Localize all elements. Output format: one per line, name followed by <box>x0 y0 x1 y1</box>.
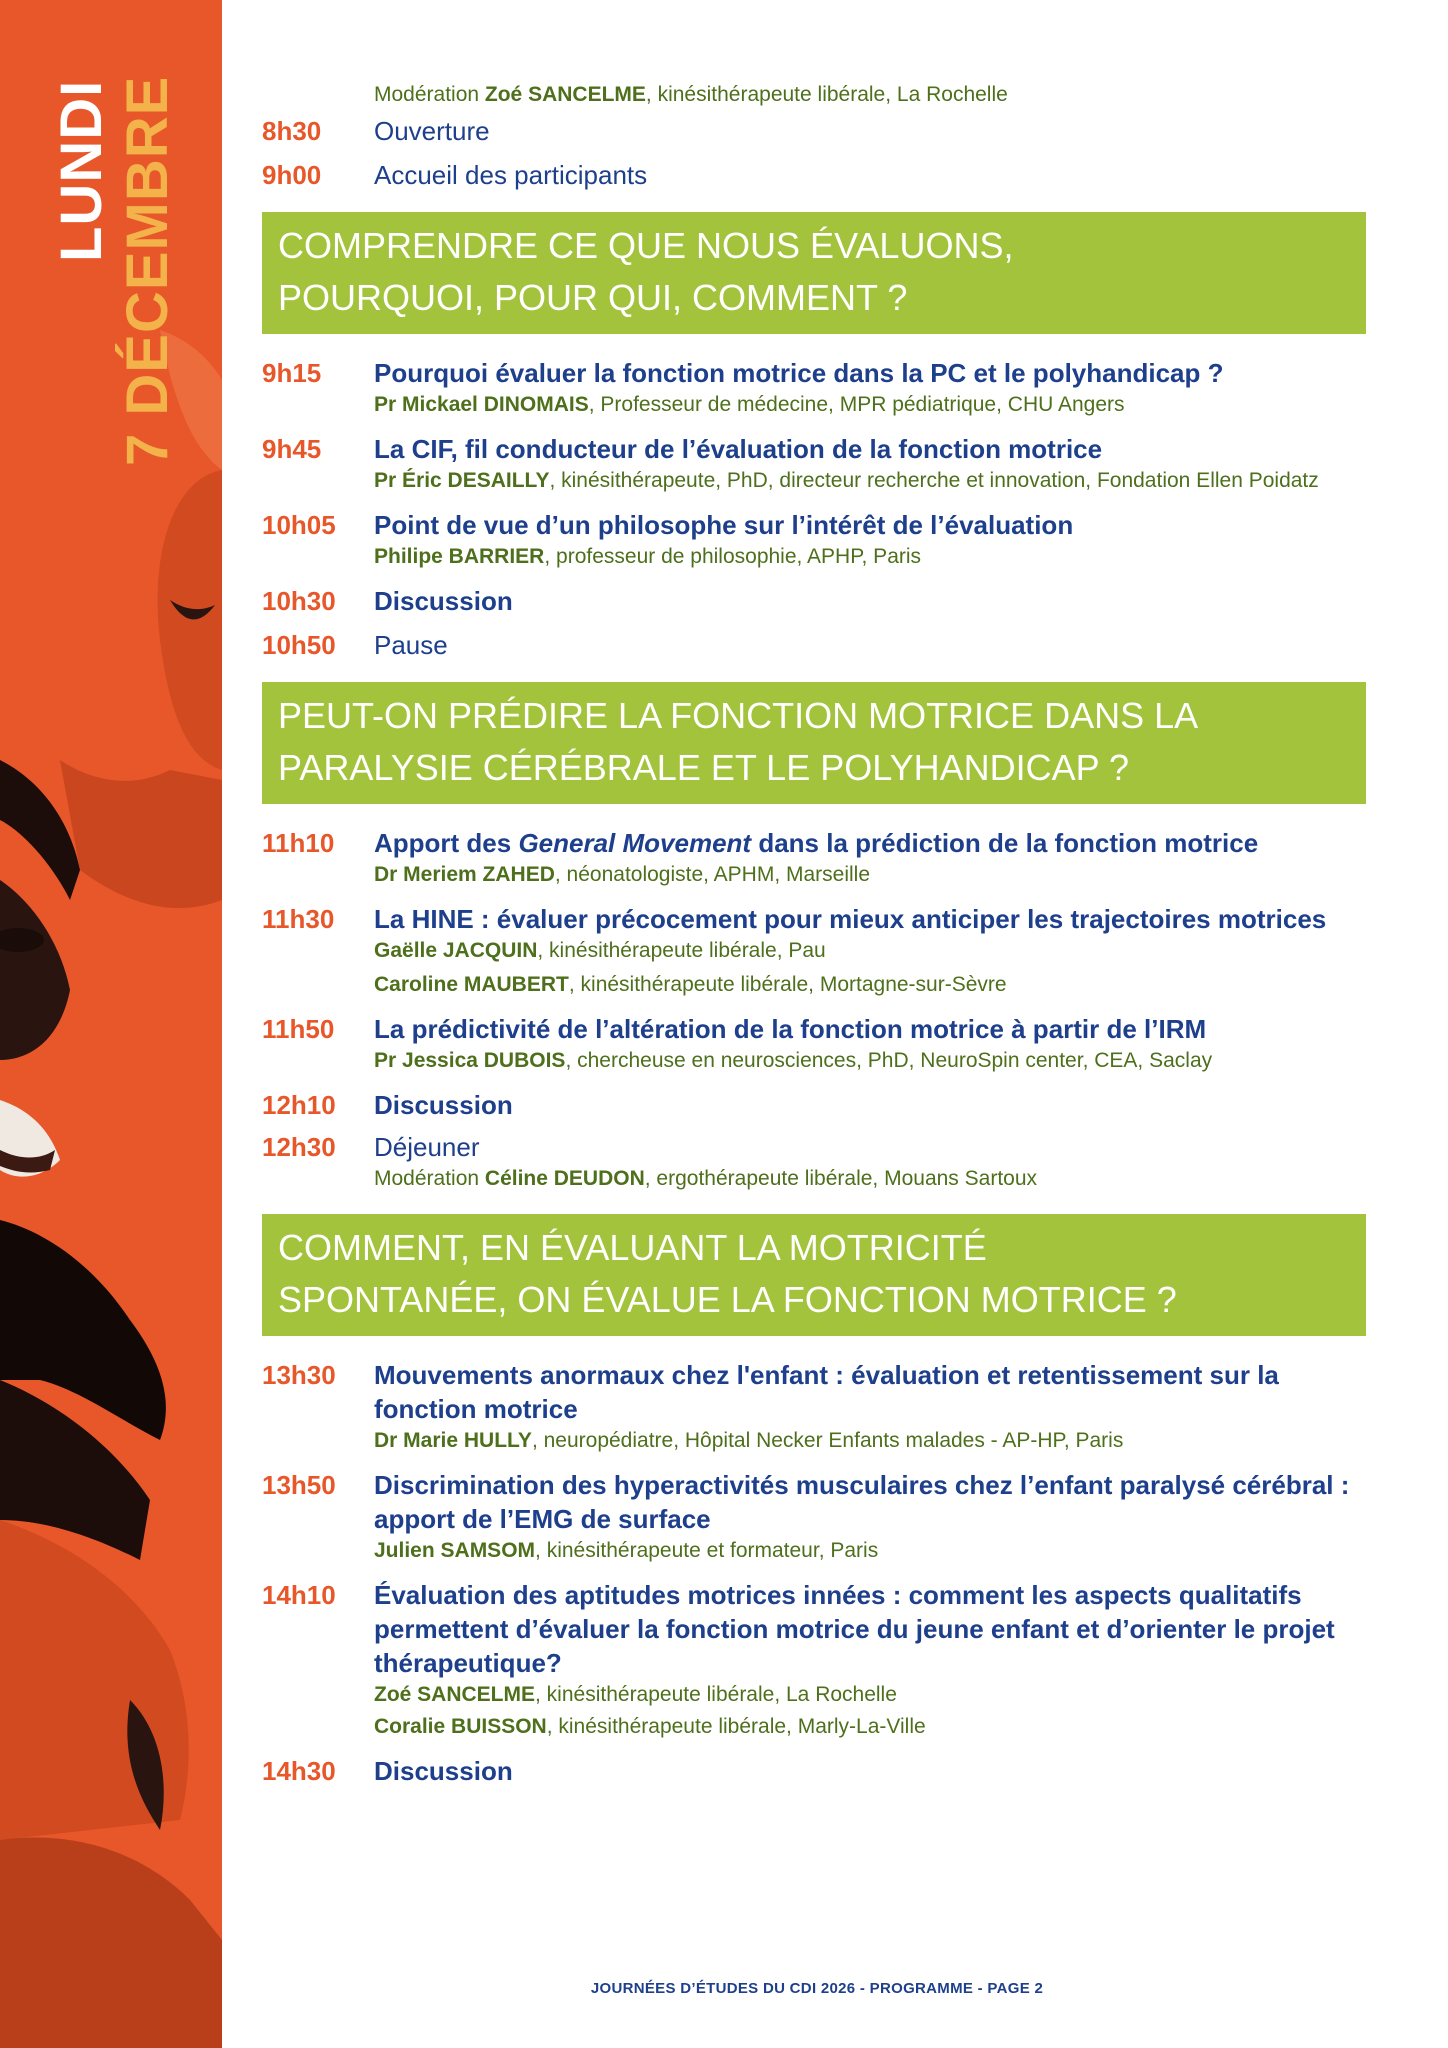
speaker <box>374 860 1372 890</box>
speaker-name: Dr Meriem ZAHED <box>374 863 555 886</box>
talk-title: Mouvements anormaux chez l'enfant : évaluation et retentissement sur la fonction motrice <box>374 1360 1279 1424</box>
talk-title: Discrimination des hyperactivités musculaires chez l’enfant paralysé cérébral : apport de l’EMG de surface <box>374 1470 1350 1534</box>
schedule-item <box>262 158 1372 192</box>
speaker-role: , kinésithérapeute libérale, Marly-La-Ville <box>546 1715 926 1738</box>
talk-title: Discussion <box>374 1090 513 1120</box>
day-name: LUNDI <box>49 79 114 262</box>
speaker-name: Pr Mickael DINOMAIS <box>374 393 589 416</box>
moderation-prefix: Modération <box>374 83 485 106</box>
speaker-role: , kinésithérapeute libérale, Mortagne-sur-Sèvre <box>568 973 1007 996</box>
talk-title: Discussion <box>374 586 513 616</box>
talk <box>262 826 1372 890</box>
time-label: 10h50 <box>262 630 336 660</box>
moderator-name: Zoé SANCELME <box>484 83 646 106</box>
talk-title: La prédictivité de l’altération de la fonction motrice à partir de l’IRM <box>374 1014 1207 1044</box>
speaker <box>374 390 1372 420</box>
item-label: Ouverture <box>374 116 490 146</box>
speaker <box>374 542 1372 572</box>
talk-title <box>374 826 1372 860</box>
time-label: 11h10 <box>262 828 335 858</box>
program-content <box>262 80 1372 1788</box>
speaker-name: Gaëlle JACQUIN <box>374 939 538 962</box>
speaker-role: , kinésithérapeute, PhD, directeur recherche et innovation, Fondation Ellen Poidatz <box>549 469 1319 492</box>
speaker-name: Coralie BUISSON <box>374 1715 547 1738</box>
speaker <box>374 970 1372 1000</box>
talk <box>262 1088 1372 1122</box>
time-label: 14h30 <box>262 1756 336 1786</box>
side-photo-band <box>0 0 222 2048</box>
speaker-role: , neuropédiatre, Hôpital Necker Enfants malades - AP-HP, Paris <box>531 1429 1124 1452</box>
section-heading-line: COMMENT, EN ÉVALUANT LA MOTRICITÉ <box>278 1227 987 1268</box>
day-date: 7 DÉCEMBRE <box>115 75 180 466</box>
talk <box>262 1358 1372 1456</box>
speaker-role: , Professeur de médecine, MPR pédiatrique, CHU Angers <box>588 393 1125 416</box>
speaker-name: Pr Jessica DUBOIS <box>374 1049 566 1072</box>
time-label: 11h30 <box>262 904 335 934</box>
moderation-prefix: Modération <box>374 1167 485 1190</box>
speaker-name: Zoé SANCELME <box>374 1683 536 1706</box>
moderation-text <box>374 80 1008 110</box>
speaker <box>374 1680 1372 1710</box>
section-heading <box>262 1214 1366 1336</box>
talk-title: Évaluation des aptitudes motrices innées : comment les aspects qualitatifs permettent d’évaluer la fonction motrice du jeune enfant et d’orienter le projet thérapeutique? <box>374 1580 1335 1678</box>
item-label: Pause <box>374 630 448 660</box>
talk <box>262 1468 1372 1566</box>
speaker-role: , kinésithérapeute et formateur, Paris <box>535 1539 879 1562</box>
time-label: 12h10 <box>262 1090 336 1120</box>
item-label: Déjeuner <box>374 1132 480 1162</box>
talk <box>262 1012 1372 1076</box>
time-label: 10h30 <box>262 586 336 616</box>
talk <box>262 356 1372 420</box>
speaker-name: Caroline MAUBERT <box>374 973 569 996</box>
time-label: 9h00 <box>262 160 322 190</box>
talk-title: Pourquoi évaluer la fonction motrice dans la PC et le polyhandicap ? <box>374 358 1224 388</box>
time-label: 9h45 <box>262 434 322 464</box>
moderation-line <box>262 80 1372 110</box>
page-footer: JOURNÉES D’ÉTUDES DU CDI 2026 - PROGRAMME - PAGE 2 <box>590 1980 1044 1997</box>
section-heading-line: PARALYSIE CÉRÉBRALE ET LE POLYHANDICAP ? <box>278 747 1129 788</box>
speaker <box>374 1046 1372 1076</box>
speaker <box>374 1536 1372 1566</box>
talk-title-italic: General Movement <box>518 828 752 858</box>
schedule-item <box>262 114 1372 148</box>
time-label: 13h30 <box>262 1360 336 1390</box>
speaker <box>374 466 1372 496</box>
time-label: 9h15 <box>262 358 322 388</box>
moderator-role: , ergothérapeute libérale, Mouans Sartoux <box>644 1167 1038 1190</box>
time-label: 12h30 <box>262 1132 336 1162</box>
section-heading-line: POURQUOI, POUR QUI, COMMENT ? <box>278 277 908 318</box>
talk <box>262 584 1372 618</box>
speaker <box>374 1426 1372 1456</box>
talk <box>262 508 1372 572</box>
speaker-role: , kinésithérapeute libérale, La Rochelle <box>535 1683 897 1706</box>
section-heading <box>262 682 1366 804</box>
talk <box>262 902 1372 1000</box>
item-label: Accueil des participants <box>374 160 648 190</box>
schedule-item <box>262 628 1372 662</box>
speaker-name: Pr Éric DESAILLY <box>374 469 550 492</box>
speaker-name: Philipe BARRIER <box>374 545 545 568</box>
moderator-role: , kinésithérapeute libérale, La Rochelle <box>645 83 1008 106</box>
time-label: 8h30 <box>262 116 322 146</box>
section-heading-line: SPONTANÉE, ON ÉVALUE LA FONCTION MOTRICE ? <box>278 1279 1177 1320</box>
speaker <box>374 936 1372 966</box>
moderator-name: Céline DEUDON <box>484 1167 645 1190</box>
talk <box>262 1578 1372 1742</box>
schedule-item <box>262 1130 1372 1194</box>
talk-title: Point de vue d’un philosophe sur l’intérêt de l’évaluation <box>374 510 1074 540</box>
talk-title: Discussion <box>374 1756 513 1786</box>
talk <box>262 1754 1372 1788</box>
time-label: 10h05 <box>262 510 336 540</box>
section-heading <box>262 212 1366 334</box>
speaker-role: , kinésithérapeute libérale, Pau <box>537 939 826 962</box>
speaker-role: , professeur de philosophie, APHP, Paris <box>544 545 922 568</box>
moderation-text <box>374 1164 1372 1194</box>
speaker-role: , chercheuse en neurosciences, PhD, NeuroSpin center, CEA, Saclay <box>565 1049 1213 1072</box>
talk-title: La HINE : évaluer précocement pour mieux anticiper les trajectoires motrices <box>374 904 1327 934</box>
time-label: 11h50 <box>262 1014 335 1044</box>
time-label: 13h50 <box>262 1470 336 1500</box>
day-label <box>48 75 180 486</box>
talk <box>262 432 1372 496</box>
time-label: 14h10 <box>262 1580 336 1610</box>
talk-title-part: Apport des <box>374 828 519 858</box>
talk-title: La CIF, fil conducteur de l’évaluation de la fonction motrice <box>374 434 1103 464</box>
speaker <box>374 1712 1372 1742</box>
section-heading-line: PEUT-ON PRÉDIRE LA FONCTION MOTRICE DANS LA <box>278 695 1199 736</box>
speaker-name: Dr Marie HULLY <box>374 1429 532 1452</box>
section-heading-line: COMPRENDRE CE QUE NOUS ÉVALUONS, <box>278 225 1014 266</box>
talk-title-part: dans la prédiction de la fonction motrice <box>751 828 1259 858</box>
speaker-role: , néonatologiste, APHM, Marseille <box>554 863 871 886</box>
speaker-name: Julien SAMSOM <box>374 1539 536 1562</box>
